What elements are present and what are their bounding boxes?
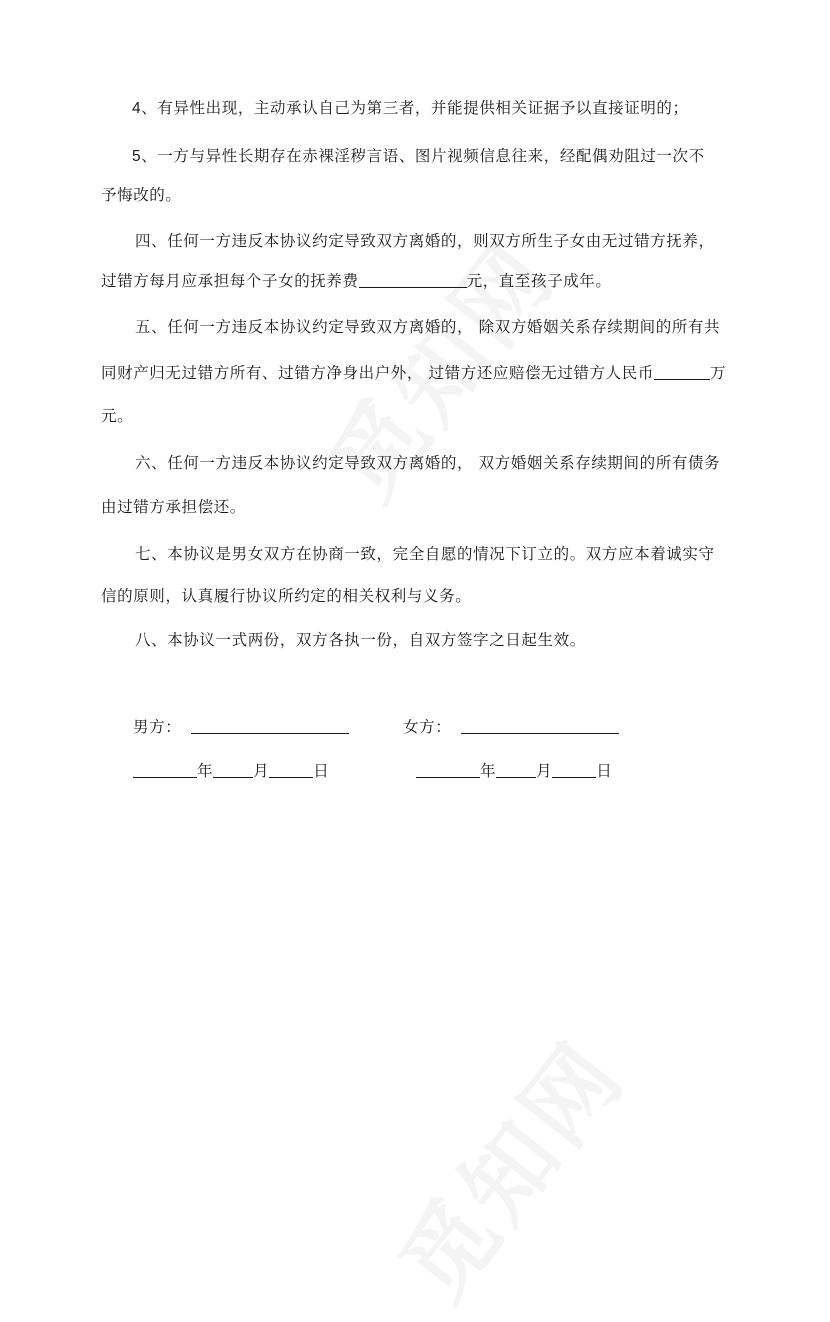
male-signature-blank[interactable] [191,717,349,734]
clause-item-5-line2: 予悔改的。 [101,186,182,204]
clause-4-line1: 四、任何一方违反本协议约定导致双方离婚的，则双方所生子女由无过错方抚养， [135,232,715,250]
clause-5-line1: 五、任何一方违反本协议约定导致双方离婚的， 除双方婚姻关系存续期间的所有共 [135,318,721,336]
watermark [364,1010,649,1322]
female-date-row: 年 月 日 [416,760,612,782]
male-day-blank[interactable] [269,761,313,778]
clause-item-4: 4、有异性出现，主动承认自己为第三者，并能提供相关证据予以直接证明的； [132,99,689,117]
female-day-blank[interactable] [552,761,596,778]
clause-7-line2: 信的原则，认真履行协议所约定的相关权利与义务。 [101,587,472,605]
clause-4-line2: 过错方每月应承担每个子女的抚养费 元，直至孩子成年。 [101,272,612,290]
compensation-amount-blank[interactable] [654,363,710,380]
clause-6-line1: 六、任何一方违反本协议约定导致双方离婚的， 双方婚姻关系存续期间的所有债务 [135,454,721,472]
female-year-blank[interactable] [416,761,480,778]
male-date-row: 年 月 日 [133,760,329,782]
clause-item-5-line1: 5、一方与异性长期存在赤裸淫秽言语、图片视频信息往来，经配偶劝阻过一次不 [132,147,705,165]
female-label: 女方： [403,718,452,736]
male-signature-row [133,716,349,738]
clause-5-line3: 元。 [101,407,134,425]
male-month-blank[interactable] [213,761,253,778]
child-support-amount-blank[interactable] [359,271,467,288]
clause-6-line2: 由过错方承担偿还。 [101,498,246,516]
clause-7-line1: 七、本协议是男女双方在协商一致，完全自愿的情况下订立的。双方应本着诚实守 [135,545,715,563]
male-year-blank[interactable] [133,761,197,778]
female-month-blank[interactable] [496,761,536,778]
clause-5-line2: 同财产归无过错方所有、过错方净身出户外， 过错方还应赔偿无过错方人民币 万 [101,364,727,382]
clause-8-line1: 八、本协议一式两份，双方各执一份，自双方签字之日起生效。 [135,631,586,649]
female-signature-row [403,716,619,738]
female-signature-blank[interactable] [461,717,619,734]
male-label: 男方： [133,718,182,736]
